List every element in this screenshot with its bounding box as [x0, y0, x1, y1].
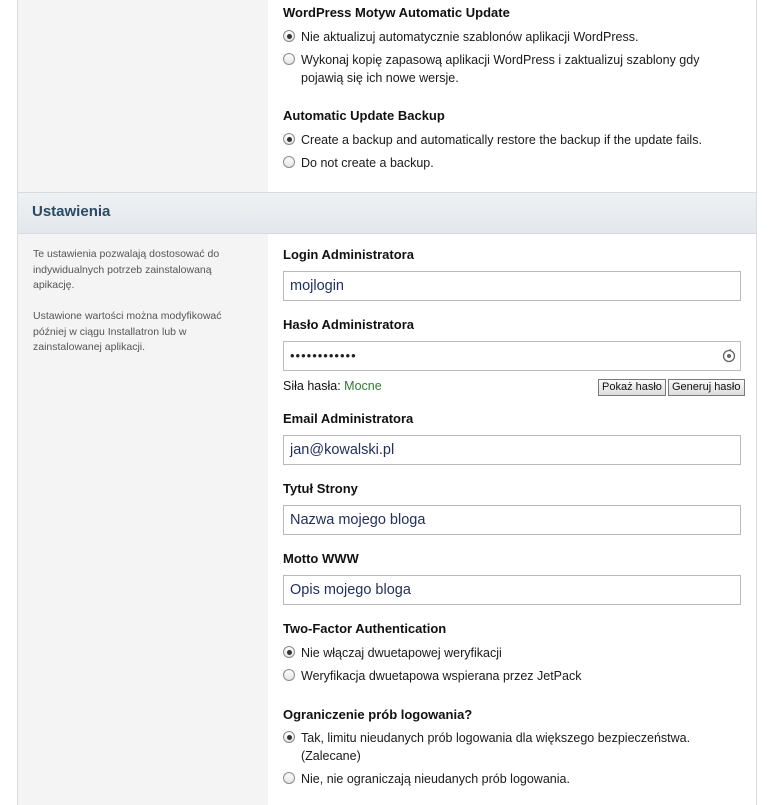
settings-section-header [18, 192, 756, 234]
password-reveal-icon[interactable] [722, 349, 736, 363]
radio-button[interactable] [283, 669, 295, 681]
login-limit-title: Ograniczenie prób logowania? [283, 707, 473, 722]
radio-button[interactable] [283, 133, 295, 145]
left-column-settings [18, 233, 268, 805]
admin-email-input[interactable]: jan@kowalski.pl [283, 435, 741, 465]
password-strength-value: Mocne [344, 379, 382, 393]
radio-button[interactable] [283, 772, 295, 784]
settings-description: Te ustawienia pozwalają dostosować do indywidualnych potrzeb zainstalowaną apikację. [33, 248, 220, 291]
theme-update-title: WordPress Motyw Automatic Update [283, 5, 510, 20]
show-password-button[interactable]: Pokaż hasło [598, 379, 666, 396]
site-motto-label: Motto WWW [283, 551, 359, 566]
radio-button[interactable] [283, 156, 295, 168]
site-motto-input[interactable]: Opis mojego bloga [283, 575, 741, 605]
settings-section-title: Ustawienia [32, 203, 111, 220]
site-title-input[interactable]: Nazwa mojego bloga [283, 505, 741, 535]
generate-password-button[interactable]: Generuj hasło [668, 379, 745, 396]
installer-form: Te ustawienia pozwalają dostosować do indywidualnych potrzeb zainstalowaną apikację. Ustawione wartości można modyfikować później w ciągu Installatron lub w zainstalowanej aplikacji. WordPress Motyw Automatic Update Nie aktualizuj automatycznie szablonów aplikacji WordPress. Wykonaj kopię zapasową aplikacji WordPress i zaktualizuj szablony gdy pojawią się ich nowe wersje. Automatic Update Backup Create a backup and automatically restore the backup if the update fails. Do not create a backup. Ustawienia Login Administratora mojlogin Hasło Administratora •••••••••••• Siła hasła: Mocne Pokaż hasło Generuj hasło Email Administratora jan@kowalski.pl Tytuł Strony Nazwa mojego bloga Motto WWW Opis mojego bloga Two-Factor Authentication Nie włączaj dwuetapowej weryfikacji Weryfikacja dwuetapowa wspierana przez JetPack Ograniczenie prób logowania? Tak, limitu nieudanych prób logowania dla większego bezpieczeństwa. (Zalecane) Nie, nie ograniczają nieudanych prób logowania. [17, 0, 757, 805]
radio-button[interactable] [283, 30, 295, 42]
radio-button[interactable] [283, 731, 295, 743]
admin-email-label: Email Administratora [283, 411, 414, 426]
admin-login-label: Login Administratora [283, 247, 414, 262]
admin-login-input[interactable]: mojlogin [283, 271, 741, 301]
password-strength-label: Siła hasła: [283, 379, 341, 393]
password-strength [283, 379, 382, 393]
radio-button[interactable] [283, 53, 295, 65]
left-column-top [18, 0, 268, 192]
backup-title: Automatic Update Backup [283, 108, 445, 123]
radio-button[interactable] [283, 646, 295, 658]
two-factor-title: Two-Factor Authentication [283, 621, 447, 636]
admin-password-input[interactable]: •••••••••••• [283, 341, 741, 371]
site-title-label: Tytuł Strony [283, 481, 358, 496]
settings-description-2: Ustawione wartości można modyfikować później w ciągu Installatron lub w zainstalowanej aplikacji. [33, 310, 222, 353]
admin-password-label: Hasło Administratora [283, 317, 414, 332]
